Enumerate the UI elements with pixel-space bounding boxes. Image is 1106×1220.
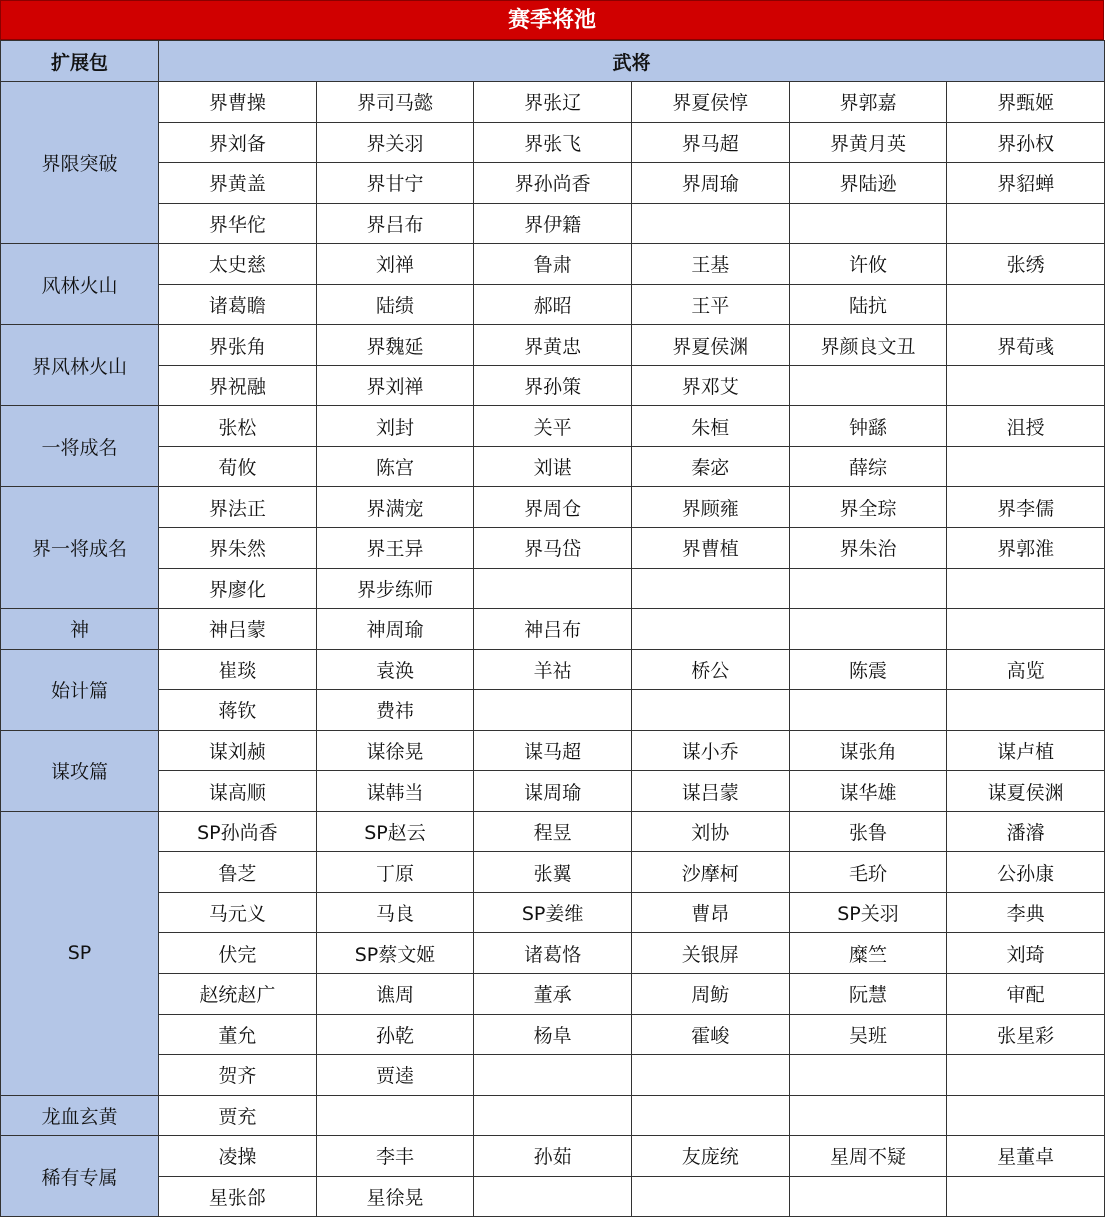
general-cell: 孙乾	[316, 1014, 474, 1055]
general-cell: 界邓艾	[631, 365, 789, 406]
table-row	[1, 690, 1105, 731]
general-cell: 马元义	[159, 892, 317, 933]
empty-cell	[631, 1176, 789, 1217]
table-row	[1, 1176, 1105, 1217]
table-row	[1, 649, 1105, 690]
general-cell: 界曹操	[159, 82, 317, 123]
general-cell: 崔琰	[159, 649, 317, 690]
general-cell: SP关羽	[789, 892, 947, 933]
empty-cell	[947, 568, 1105, 609]
general-cell: 赵统赵广	[159, 974, 317, 1015]
table-row	[1, 487, 1105, 528]
general-cell: 诸葛恪	[474, 933, 632, 974]
general-cell: 界马超	[631, 122, 789, 163]
general-cell: 界华佗	[159, 203, 317, 244]
general-cell: 界顾雍	[631, 487, 789, 528]
general-cell: 丁原	[316, 852, 474, 893]
general-cell: 谯周	[316, 974, 474, 1015]
general-cell: 界司马懿	[316, 82, 474, 123]
empty-cell	[789, 203, 947, 244]
table-row	[1, 609, 1105, 650]
general-cell: 高览	[947, 649, 1105, 690]
general-cell: 张鲁	[789, 811, 947, 852]
pack-name: 界一将成名	[1, 487, 159, 609]
table-row	[1, 1014, 1105, 1055]
general-cell: 谋高顺	[159, 771, 317, 812]
general-cell: 友庞统	[631, 1136, 789, 1177]
general-cell: 界貂蝉	[947, 163, 1105, 204]
general-cell: 界荀彧	[947, 325, 1105, 366]
general-cell: 界满宠	[316, 487, 474, 528]
general-cell: 谋张角	[789, 730, 947, 771]
pack-name: 界风林火山	[1, 325, 159, 406]
general-cell: 界黄忠	[474, 325, 632, 366]
general-cell: 界法正	[159, 487, 317, 528]
general-cell: 李典	[947, 892, 1105, 933]
empty-cell	[789, 690, 947, 731]
general-cell: 界张辽	[474, 82, 632, 123]
general-cell: 界刘备	[159, 122, 317, 163]
general-cell: 界陆逊	[789, 163, 947, 204]
empty-cell	[789, 568, 947, 609]
general-cell: 界黄盖	[159, 163, 317, 204]
empty-cell	[789, 1095, 947, 1136]
general-cell: SP蔡文姬	[316, 933, 474, 974]
general-cell: 界孙权	[947, 122, 1105, 163]
empty-cell	[631, 568, 789, 609]
general-cell: 杨阜	[474, 1014, 632, 1055]
general-cell: 神吕布	[474, 609, 632, 650]
general-cell: 沮授	[947, 406, 1105, 447]
empty-cell	[316, 1095, 474, 1136]
empty-cell	[947, 446, 1105, 487]
general-cell: 马良	[316, 892, 474, 933]
general-cell: 陈宫	[316, 446, 474, 487]
general-cell: 董允	[159, 1014, 317, 1055]
general-cell: SP孙尚香	[159, 811, 317, 852]
general-cell: 界全琮	[789, 487, 947, 528]
general-cell: 吴班	[789, 1014, 947, 1055]
general-pool-table	[0, 40, 1105, 1217]
general-cell: 界黄月英	[789, 122, 947, 163]
table-row	[1, 244, 1105, 285]
general-cell: 界夏侯惇	[631, 82, 789, 123]
empty-cell	[947, 1095, 1105, 1136]
general-cell: 刘协	[631, 811, 789, 852]
general-cell: 朱桓	[631, 406, 789, 447]
table-row	[1, 1136, 1105, 1177]
table-row	[1, 406, 1105, 447]
general-cell: 太史慈	[159, 244, 317, 285]
general-cell: 界廖化	[159, 568, 317, 609]
empty-cell	[947, 1176, 1105, 1217]
general-cell: 潘濬	[947, 811, 1105, 852]
general-cell: 鲁芝	[159, 852, 317, 893]
general-cell: 谋夏侯渊	[947, 771, 1105, 812]
general-cell: 界祝融	[159, 365, 317, 406]
general-cell: 关银屏	[631, 933, 789, 974]
general-cell: 谋卢植	[947, 730, 1105, 771]
empty-cell	[474, 568, 632, 609]
general-cell: 郝昭	[474, 284, 632, 325]
general-cell: 王基	[631, 244, 789, 285]
general-cell: 界魏延	[316, 325, 474, 366]
table-row	[1, 82, 1105, 123]
empty-cell	[947, 365, 1105, 406]
general-cell: 周鲂	[631, 974, 789, 1015]
general-cell: 阮慧	[789, 974, 947, 1015]
general-cell: 界周仓	[474, 487, 632, 528]
general-cell: 李丰	[316, 1136, 474, 1177]
empty-cell	[947, 1055, 1105, 1096]
general-cell: 凌操	[159, 1136, 317, 1177]
general-cell: 界关羽	[316, 122, 474, 163]
empty-cell	[947, 690, 1105, 731]
general-cell: 张松	[159, 406, 317, 447]
general-cell: 界刘禅	[316, 365, 474, 406]
pack-name: 始计篇	[1, 649, 159, 730]
empty-cell	[631, 690, 789, 731]
general-cell: 张翼	[474, 852, 632, 893]
empty-cell	[474, 1095, 632, 1136]
general-cell: 陆绩	[316, 284, 474, 325]
general-cell: 界郭淮	[947, 528, 1105, 569]
general-cell: 董承	[474, 974, 632, 1015]
general-cell: 陈震	[789, 649, 947, 690]
general-cell: 界孙尚香	[474, 163, 632, 204]
general-cell: 伏完	[159, 933, 317, 974]
general-cell: 谋刘赪	[159, 730, 317, 771]
table-row	[1, 892, 1105, 933]
general-cell: 界张飞	[474, 122, 632, 163]
general-cell: 霍峻	[631, 1014, 789, 1055]
general-cell: 关平	[474, 406, 632, 447]
general-cell: 曹昂	[631, 892, 789, 933]
general-cell: 谋马超	[474, 730, 632, 771]
general-cell: 陆抗	[789, 284, 947, 325]
pack-name: SP	[1, 811, 159, 1095]
general-cell: 王平	[631, 284, 789, 325]
table-row	[1, 568, 1105, 609]
empty-cell	[789, 365, 947, 406]
pack-name: 一将成名	[1, 406, 159, 487]
general-cell: 界孙策	[474, 365, 632, 406]
general-cell: 鲁肃	[474, 244, 632, 285]
pack-name: 神	[1, 609, 159, 650]
table-row	[1, 852, 1105, 893]
general-cell: 刘琦	[947, 933, 1105, 974]
general-cell: 界曹植	[631, 528, 789, 569]
empty-cell	[947, 203, 1105, 244]
table-row	[1, 974, 1105, 1015]
table-row	[1, 730, 1105, 771]
general-cell: 谋华雄	[789, 771, 947, 812]
table-row	[1, 1055, 1105, 1096]
general-cell: 张星彩	[947, 1014, 1105, 1055]
general-cell: 费祎	[316, 690, 474, 731]
empty-cell	[789, 1176, 947, 1217]
general-cell: 刘禅	[316, 244, 474, 285]
general-cell: 谋周瑜	[474, 771, 632, 812]
general-cell: SP赵云	[316, 811, 474, 852]
header-row	[1, 41, 1105, 82]
general-cell: 界颜良文丑	[789, 325, 947, 366]
general-cell: 贾充	[159, 1095, 317, 1136]
table-row	[1, 284, 1105, 325]
general-cell: 孙茹	[474, 1136, 632, 1177]
general-cell: 星徐晃	[316, 1176, 474, 1217]
general-cell: 公孙康	[947, 852, 1105, 893]
general-cell: 界夏侯渊	[631, 325, 789, 366]
general-cell: 许攸	[789, 244, 947, 285]
table-row	[1, 325, 1105, 366]
general-cell: 界周瑜	[631, 163, 789, 204]
table-row	[1, 528, 1105, 569]
general-cell: 界朱治	[789, 528, 947, 569]
general-cell: 诸葛瞻	[159, 284, 317, 325]
empty-cell	[789, 609, 947, 650]
general-cell: 糜竺	[789, 933, 947, 974]
general-cell: 界郭嘉	[789, 82, 947, 123]
table-row	[1, 163, 1105, 204]
general-cell: 界王异	[316, 528, 474, 569]
general-cell: 张绣	[947, 244, 1105, 285]
general-cell: 界甄姬	[947, 82, 1105, 123]
general-cell: 薛综	[789, 446, 947, 487]
general-cell: 程昱	[474, 811, 632, 852]
empty-cell	[947, 609, 1105, 650]
general-cell: 界张角	[159, 325, 317, 366]
general-cell: 刘封	[316, 406, 474, 447]
general-cell: 秦宓	[631, 446, 789, 487]
general-cell: 沙摩柯	[631, 852, 789, 893]
pool-body	[1, 82, 1105, 1217]
general-cell: 荀攸	[159, 446, 317, 487]
table-row	[1, 446, 1105, 487]
general-cell: 羊祜	[474, 649, 632, 690]
header-pack: 扩展包	[1, 41, 159, 82]
table-row	[1, 771, 1105, 812]
pack-name: 稀有专属	[1, 1136, 159, 1217]
pack-name: 谋攻篇	[1, 730, 159, 811]
general-cell: 贾逵	[316, 1055, 474, 1096]
pack-name: 界限突破	[1, 82, 159, 244]
sheet-title: 赛季将池	[0, 0, 1104, 40]
general-cell: 桥公	[631, 649, 789, 690]
general-cell: 界李儒	[947, 487, 1105, 528]
general-cell: 界伊籍	[474, 203, 632, 244]
empty-cell	[631, 1055, 789, 1096]
general-cell: 钟繇	[789, 406, 947, 447]
header-generals: 武将	[159, 41, 1105, 82]
general-cell: 蒋钦	[159, 690, 317, 731]
empty-cell	[474, 1176, 632, 1217]
general-cell: 星周不疑	[789, 1136, 947, 1177]
pack-name: 龙血玄黄	[1, 1095, 159, 1136]
general-cell: 神吕蒙	[159, 609, 317, 650]
table-row	[1, 203, 1105, 244]
general-cell: 贺齐	[159, 1055, 317, 1096]
empty-cell	[631, 1095, 789, 1136]
table-row	[1, 933, 1105, 974]
general-cell: 界步练师	[316, 568, 474, 609]
general-cell: 界朱然	[159, 528, 317, 569]
pack-name: 风林火山	[1, 244, 159, 325]
general-cell: 谋徐晃	[316, 730, 474, 771]
general-cell: 界马岱	[474, 528, 632, 569]
table-row	[1, 1095, 1105, 1136]
empty-cell	[947, 284, 1105, 325]
table-row	[1, 365, 1105, 406]
general-cell: 谋吕蒙	[631, 771, 789, 812]
general-cell: 审配	[947, 974, 1105, 1015]
general-cell: 神周瑜	[316, 609, 474, 650]
general-cell: 谋韩当	[316, 771, 474, 812]
general-cell: 刘谌	[474, 446, 632, 487]
table-row	[1, 122, 1105, 163]
empty-cell	[631, 609, 789, 650]
general-cell: 界甘宁	[316, 163, 474, 204]
empty-cell	[789, 1055, 947, 1096]
general-cell: 星张郃	[159, 1176, 317, 1217]
general-cell: 袁涣	[316, 649, 474, 690]
general-cell: 谋小乔	[631, 730, 789, 771]
general-cell: 界吕布	[316, 203, 474, 244]
table-row	[1, 811, 1105, 852]
general-cell: 星董卓	[947, 1136, 1105, 1177]
empty-cell	[474, 690, 632, 731]
empty-cell	[631, 203, 789, 244]
general-cell: 毛玠	[789, 852, 947, 893]
empty-cell	[474, 1055, 632, 1096]
general-cell: SP姜维	[474, 892, 632, 933]
